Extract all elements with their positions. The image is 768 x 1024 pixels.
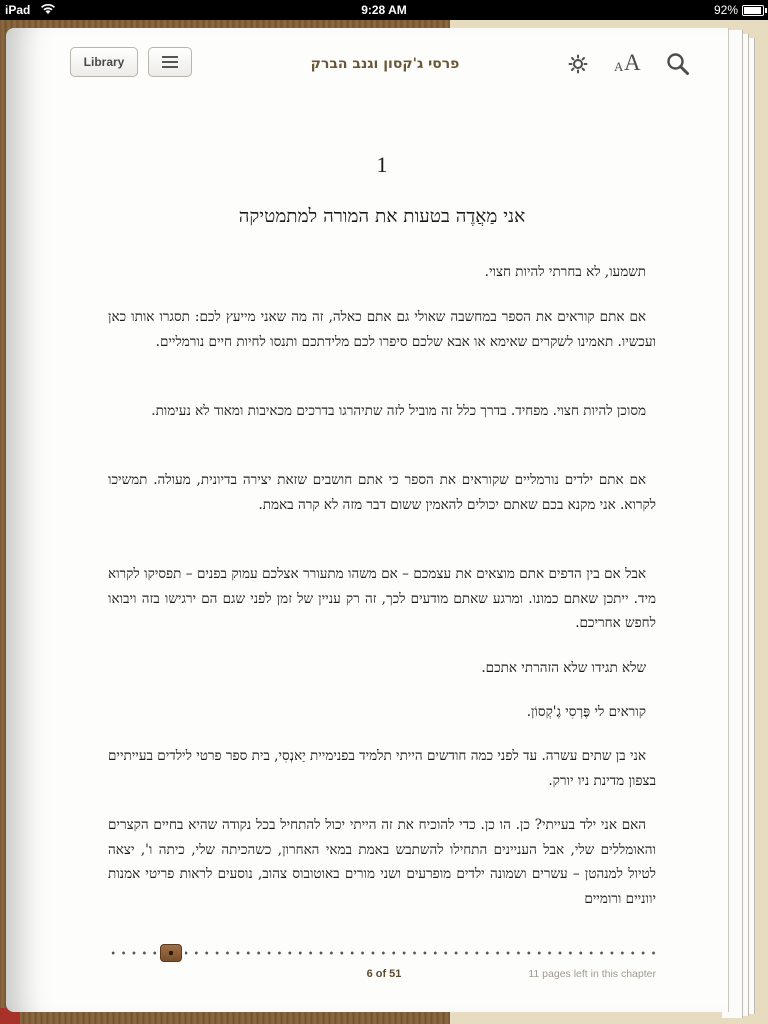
- device-name: iPad: [5, 3, 31, 17]
- battery-percentage: 92%: [713, 3, 738, 17]
- chapter-title: אני מַאֲדֶה בטעות את המורה למתמטיקה: [238, 206, 526, 227]
- scrubber-handle[interactable]: [160, 944, 182, 962]
- paragraph: אם אתם ילדים נורמליים שקוראים את הספר כי אתם חושבים שזאת יצירה בדיונית, מעולה. תמשיכו לקרוא. אני מקנא בכם שאתם יכולים להאמין ששום דבר מזה לא קרה באמת.: [108, 472, 656, 513]
- paragraph: שלא תגידו שלא הזהרתי אתכם.: [481, 660, 646, 676]
- pages-left-in-chapter: 11 pages left in this chapter: [528, 968, 656, 980]
- search-icon[interactable]: [666, 52, 690, 76]
- font-size-icon[interactable]: A A: [614, 50, 641, 75]
- library-button[interactable]: Library: [70, 47, 138, 77]
- paragraph: האם אני ילד בעייתי? כן. הו כן. כדי להוכיח את זה הייתי יכול להתחיל בכל נקודה שהיא בחיים הקצרים והאומללים שלי, אבל העניינים התחילו להשתבש באמת במאי האחרון, כשהכיתה שלי, כיתה ו', יצאה לטיול למנהטן – עשרים ושמונה ילדים מופרעים ושני מורים באוטובוס צהוב, נוסעים לראות פריטי אמנות יווניים ורומיים: [108, 817, 656, 907]
- table-of-contents-icon: [162, 56, 178, 68]
- paragraph: מסוכן להיות חצוי. מפחיד. בדרך כלל זה מוביל לזה שתיהרגו בדרכים מכאיבות ומאוד לא נעימות.: [151, 403, 646, 419]
- paragraph: אבל אם בין הדפים אתם מוצאים את עצמכם – אם משהו מתעורר אצלכם עמוק בפנים – תפסיקו לקרוא מיד. ייתכן שאתם כמונו. ומרגע שאתם מודעים לכך, זה רק עניין של זמן לפני שגם הם ירגישו בזה ויבואו לחפש אחריכם.: [108, 566, 656, 631]
- paragraph: קוראים לי פֶּרְסִי גֶ'קְסוֹן.: [526, 704, 646, 720]
- paragraph: אם אתם קוראים את הספר במחשבה שאולי גם אתם כאלה, זה מה שאני מייעץ לכם: תסגרו אותו כאן ועכשיו. תאמינו לשקרים שאימא או אבא שלכם סיפרו לכם מלידתכם ותנסו לחיות חיים נורמליים.: [108, 309, 656, 350]
- book-title: פרסי ג'קסון וגנב הברק: [310, 56, 460, 72]
- page-count: 6 of 51: [366, 968, 402, 980]
- brightness-icon[interactable]: [568, 54, 588, 74]
- chapter-number: 1: [376, 152, 388, 177]
- table-of-contents-button[interactable]: [148, 47, 192, 77]
- status-bar: [0, 0, 768, 20]
- paragraph: אני בן שתים עשרה. עד לפני כמה חודשים הייתי תלמיד בפנימיית יַאנְסִי, בית ספר פרטי לילדים בעייתיים בצפון מדינת ניו יורק.: [108, 748, 656, 789]
- clock: 9:28 AM: [361, 3, 407, 17]
- page-scrubber[interactable]: [108, 946, 656, 960]
- battery-icon: [742, 5, 764, 16]
- paragraph: תשמעו, לא בחרתי להיות חצוי.: [484, 264, 646, 280]
